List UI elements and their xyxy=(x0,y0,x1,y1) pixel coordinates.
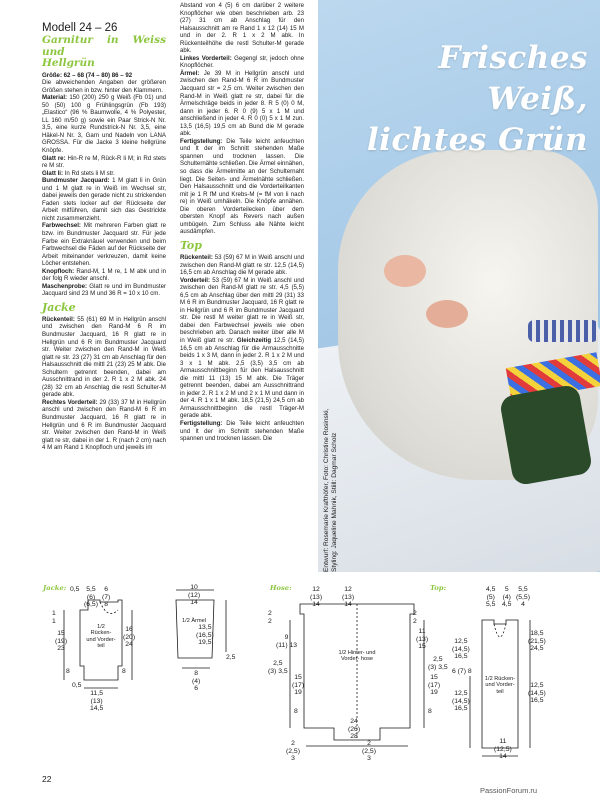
size-heading: Größe: 62 – 68 (74 – 80) 86 – 92 xyxy=(42,71,133,79)
aermel-paragraph xyxy=(180,70,304,138)
instructions-column-2 xyxy=(180,2,304,443)
hose-measure-right-3: 2,5 (3) 3,5 xyxy=(428,656,448,671)
jacke-measure-left-top: 1 1 xyxy=(52,610,56,625)
jacke-measure-right-bottom: 8 xyxy=(122,668,126,675)
top-measure-top-c: 5,5 (5,5) 4 xyxy=(516,586,530,609)
linkes-vorderteil-paragraph xyxy=(180,55,304,70)
hose-measure-bottom-left: 2 (2,5) 3 xyxy=(286,740,300,763)
knopfloch-label: Knopfloch: xyxy=(42,267,75,275)
top-heading: Top xyxy=(180,238,202,252)
bundmuster-paragraph xyxy=(42,177,166,222)
fertigstellung-paragraph xyxy=(180,138,304,236)
top-fertigstellung-paragraph xyxy=(180,420,304,443)
material-paragraph xyxy=(42,94,166,154)
knitting-schematics xyxy=(0,580,600,770)
instructions-column-1 xyxy=(42,22,166,452)
aermel-measure-top: 10 (12) 14 xyxy=(188,584,201,607)
rechtes-vorderteil-label: Rechtes Vorderteil: xyxy=(42,398,98,406)
aermel-measure-cuff: 2,5 xyxy=(226,654,236,661)
farbwechsel-text: Mit mehreren Farben glatt re bzw. im Bundmuster Jacquard str. Für jede Farbe ein Extraknäuel verwenden und beim Farbwechsel die Fäden auf der Rückseite der Arbeit miteinander verkreuzen, damit keine Löcher entstehen. xyxy=(42,222,166,268)
hose-schematic-label: Hose: xyxy=(270,584,292,592)
jacke-measure-left-bottom: 8 xyxy=(66,668,70,675)
linkes-vorderteil-text: Gegengl str, jedoch ohne Knopflöcher. xyxy=(180,54,304,70)
ruecken-label: Rückenteil: xyxy=(42,315,75,323)
hose-measure-top-a: 12 (13) 14 xyxy=(310,586,323,609)
aermel-label: Ärmel: xyxy=(180,69,200,77)
aermel-piece-label: 1/2 Ärmel xyxy=(182,618,206,624)
glatt-re-label: Glatt re: xyxy=(42,154,66,162)
knopfloch-text: Rand-M, 1 M re, 1 M abk und in der folg R wieder anschl. xyxy=(42,267,166,283)
headline-line-2: lichtes Grün xyxy=(366,122,588,158)
hose-measure-left-4: 15 (17) 19 xyxy=(292,674,305,697)
photo-striped-cuff xyxy=(528,320,598,342)
photo-credits xyxy=(323,332,339,572)
credits-line-2: Styling: Jaqueline Mahnik, Stiill: Dagmar Scholz xyxy=(331,432,339,572)
page-number: 22 xyxy=(42,774,52,784)
gleichzeitig-text: 12,5 (14,5) 16,5 cm ab Anschlag für die Armausschnitte beids 1 x 3 M, dann in jeder 2. R 1 x 2 M und 3 x 1 M abk. 2,5 (3,5) 3,5 cm ab Armausschnittbeginn für den Halsausschnitt die mittl 11 (13) 15 M abk. Die Träger getrennt beenden, dabei am Ausschnittrand in jeder 2. R 1 x 2 M und 2 x 1 M und dann in der 4. R 1 x 1 M abk. 18,5 (21,5) 24,5 cm ab Armausschnittbeginn die restl Träger-M gerade abk. xyxy=(180,336,304,420)
top-ruecken-text: 53 (59) 67 M in Weiß anschl und zwischen den Rand-M glatt re str. 12,5 (14,5) 16,5 cm ab Anschlag die M gerade abk. xyxy=(180,253,304,277)
top-fertigstellung-label: Fertigstellung: xyxy=(180,419,223,427)
bundmuster-text: 1 M glatt li in Grün und 1 M glatt re in Weiß im Wechsel str, dabei jeweils den gerade nicht zu strickenden Faden stets locker auf der Rückseite der Arbeit mitführen, damit sich das Gestrickte nicht zusammenzieht. xyxy=(42,177,166,222)
top-schematic-label: Top: xyxy=(430,584,447,592)
material-text: 150 (200) 250 g Weiß (Fb 01) und 50 (50) 100 g Frühlingsgrün (Fb 193) „Elastico“ (96 % Baumwolle, 4 % Polyester, LL 160 m/50 g) sowie ein Paar Strick-N Nr. 3,5, eine kurze Rundstrick-N Nr. 3,5, eine Häkel-N Nr. 3, Garn und Nadeln von LANA GROSSA. Für die Jacke 3 kleine hellgrüne Knöpfe. xyxy=(42,94,166,154)
continued-paragraph: Abstand von 4 (5) 6 cm darüber 2 weitere Knopflöcher wie oben beschrieben arb. 23 (27) 31 cm ab Anschlag für den Halsausschnitt am re Rand 1 x 12 (14) 15 M und in der 2. R 1 x 2 M abk. In Rückenteilhöhe die restl Schulter-M gerade abk. xyxy=(180,2,304,55)
hose-measure-right-4: 15 (17) 19 xyxy=(428,674,441,697)
hose-measure-top-b: 12 (13) 14 xyxy=(342,586,355,609)
rechtes-vorderteil-paragraph xyxy=(42,399,166,452)
hose-piece-label: 1/2 Hinter- und Vorder- hose xyxy=(338,650,376,663)
farbwechsel-label: Farbwechsel: xyxy=(42,222,81,230)
top-measure-left-2: 6 (7) 8 xyxy=(452,668,472,675)
jacke-measure-top-left: 0,5 xyxy=(70,586,80,593)
maschenprobe-paragraph xyxy=(42,283,166,298)
fertigstellung-label: Fertigstellung: xyxy=(180,137,223,145)
glatt-li-label: Glatt li: xyxy=(42,169,63,177)
top-measure-right-1: 18,5 (21,5) 24,5 xyxy=(528,630,546,653)
size-text: Die abweichenden Angaben der größeren Größen stehen in bzw. hinter den Klammern. xyxy=(42,79,166,94)
aermel-measure-bottom: 8 (4) 6 xyxy=(192,670,201,693)
jacke-measure-right-main: 16 (20) 24 xyxy=(123,626,136,649)
jacke-measure-top-a: 5,5 (6) (6,5) xyxy=(84,586,98,609)
subtitle-line-1: Garnitur in Weiss und xyxy=(42,34,166,58)
ruecken-text: 55 (61) 69 M in Hellgrün anschl und zwischen den Rand-M 6 R im Bundmuster Jacquard, 16 R glatt re in Hellgrün und 6 R im Bundmuster Jacquard str. Weiter zwischen den Rand-M in Weiß glatt re str. 23 (27) 31 cm ab Anschlag für den Halsausschnitt die mittl 21 (23) 25 M abk. Die Schultern getrennt beenden, dabei am Ausschnittrand in der 2. R 1 x 2 M abk. 24 (28) 32 cm ab Anschlag die restl Schulter-M gerade abk. xyxy=(42,315,166,399)
top-measure-top-b: 5 (4) 4,5 xyxy=(502,586,512,609)
top-measure-left-1: 12,5 (14,5) 16,5 xyxy=(452,638,470,661)
farbwechsel-paragraph xyxy=(42,222,166,267)
garment-subtitle xyxy=(42,35,166,70)
top-measure-left-3: 12,5 (14,5) 16,5 xyxy=(452,690,470,713)
jacke-measure-left-main: 15 (19) 23 xyxy=(55,630,68,653)
hose-measure-right-5: 8 xyxy=(428,708,432,715)
bundmuster-label: Bundmuster Jacquard: xyxy=(42,177,110,185)
top-vorderteil-label: Vorderteil: xyxy=(180,276,211,284)
top-ruecken-label: Rückenteil: xyxy=(180,253,213,261)
glatt-re-text: Hin-R re M, Rück-R li M; in Rd stets re M str. xyxy=(42,154,166,170)
top-vorderteil-paragraph xyxy=(180,277,304,420)
photo-baby-foot xyxy=(426,300,468,328)
hose-measure-bottom-right: 2 (2,5) 3 xyxy=(362,740,376,763)
hose-measure-left-2: 9 (11) 13 xyxy=(276,634,298,649)
headline-line-1: Frisches Weiß, xyxy=(438,40,588,117)
rechtes-vorderteil-text: 29 (33) 37 M in Hellgrün anschl und zwischen den Rand-M 6 R im Bundmuster Jacquard, 16 R glatt re in Hellgrün und 6 R im Bundmuster Jacquard str. Weiter zwischen den Rand-M in Weiß glatt re str, dabei in der 1. R (nach 2 cm) nach 4 M am Rand 1 Knopfloch und jeweils im xyxy=(42,398,166,452)
top-measure-top-a: 4,5 (5) 5,5 xyxy=(486,586,496,609)
jacke-measure-bottom-left: 0,5 xyxy=(72,682,82,689)
top-piece-label: 1/2 Rücken- und Vorder- teil xyxy=(484,676,516,695)
fertigstellung-text: Die Teile leicht anfeuchten und lt der im Schnitt stehenden Maße spannen und trocknen lassen. Die Schulternähte schließen. Die Ärmel einnähen, so dass die Ärmelmitte an der Schulternaht liegt. Die Seiten- und Ärmelnähte schließen. Den Halsausschnitt und die Vorderteilkanten mit je 1 R fM und Krebs-M (= fM von li nach re) in Weiß umhäkeln. Die Knöpfe annähen. Die oberen Vorderteilecken über dem obersten Knopf als Revers nach außen umbügeln. Zum Schluss alle Nähte leicht ausdämpfen. xyxy=(180,137,304,236)
maschenprobe-text: Glatt re und im Bundmuster Jacquard sind 23 M und 36 R = 10 x 10 cm. xyxy=(42,282,166,298)
knopfloch-paragraph xyxy=(42,268,166,283)
site-watermark: PassionForum.ru xyxy=(480,786,538,795)
credits-line-1: Entwurf: Rosemarie Krafthöfer, Foto: Christine Rosinski, xyxy=(323,408,330,572)
jacke-measure-bottom-width: 11,5 (13) 14,5 xyxy=(90,690,104,713)
top-measure-bottom-width: 11 (12,5) 14 xyxy=(494,738,512,761)
jacke-piece-label: 1/2 Rücken- und Vorder- teil xyxy=(86,624,116,650)
hose-measure-right-1: 2 2 xyxy=(413,610,417,625)
photo-headline xyxy=(338,38,588,161)
subtitle-line-2: Hellgrün xyxy=(42,57,95,69)
glatt-re-paragraph xyxy=(42,155,166,170)
linkes-vorderteil-label: Linkes Vorderteil: xyxy=(180,54,232,62)
hose-measure-right-2: 11 (13) 15 xyxy=(416,628,429,651)
jacke-schematic-label: Jacke: xyxy=(43,584,67,592)
glatt-li-text: In Rd stets li M str. xyxy=(63,169,115,177)
aermel-text: Je 39 M in Hellgrün anschl und zwischen den Rand-M 6 R im Bundmuster Jacquard str = 2,5 cm. Weiter zwischen den Rand-M in Weiß glatt re str, dabei für die Ärmelschräge beids in jeder 8. R 5 (0) 0 M, dann in jeder 6. R 0 (9) 5 x 1 M und anschließend in jeder 4. R 0 (0) 5 x 1 M zun. 13,5 (16,5) 19,5 cm ab Bund die M gerade abk. xyxy=(180,69,304,138)
top-vorderteil-text: 53 (59) 67 M in Weiß anschl und zwischen den Rand-M glatt re str. 4,5 (5,5) 6,5 cm ab Anschlag über den mittl 29 (31) 33 M 6 R im Bundmuster Jacquard, 16 R glatt re in Hellgrün und 6 R im Bundmuster Jacquard str. Die restl M weiter glatt re in Weiß str, dabei den Farbwechsel jeweils wie oben beschrieben arb. Danach weiter über alle M in Weiß glatt re str. xyxy=(180,276,304,344)
hose-measure-bottom-width: 24 (26) 28 xyxy=(348,718,361,741)
ruecken-paragraph xyxy=(42,316,166,399)
maschenprobe-label: Maschenprobe: xyxy=(42,282,88,290)
hose-measure-left-1: 2 2 xyxy=(268,610,272,625)
top-fertigstellung-text: Die Teile leicht anfeuchten und lt der im Schnitt stehenden Maße spannen und trocknen lassen. Die xyxy=(180,419,304,443)
top-measure-right-2: 12,5 (14,5) 16,5 xyxy=(528,682,546,705)
aermel-measure-right: 13,5 (16,5) 19,5 xyxy=(196,624,214,647)
model-number: Modell 24 – 26 xyxy=(42,22,118,34)
hose-measure-left-5: 8 xyxy=(294,708,298,715)
photo-green-toy xyxy=(499,384,593,487)
gleichzeitig-label: Gleichzeitig xyxy=(236,336,272,344)
top-ruecken-paragraph xyxy=(180,254,304,277)
jacke-heading: Jacke xyxy=(42,300,76,314)
photo-baby-foot xyxy=(384,255,426,287)
glatt-li-paragraph xyxy=(42,170,166,178)
jacke-measure-top-b: 6 (7) 8 xyxy=(102,586,111,609)
hose-measure-left-3: 2,5 (3) 3,5 xyxy=(268,660,288,675)
material-label: Material: xyxy=(42,94,68,102)
